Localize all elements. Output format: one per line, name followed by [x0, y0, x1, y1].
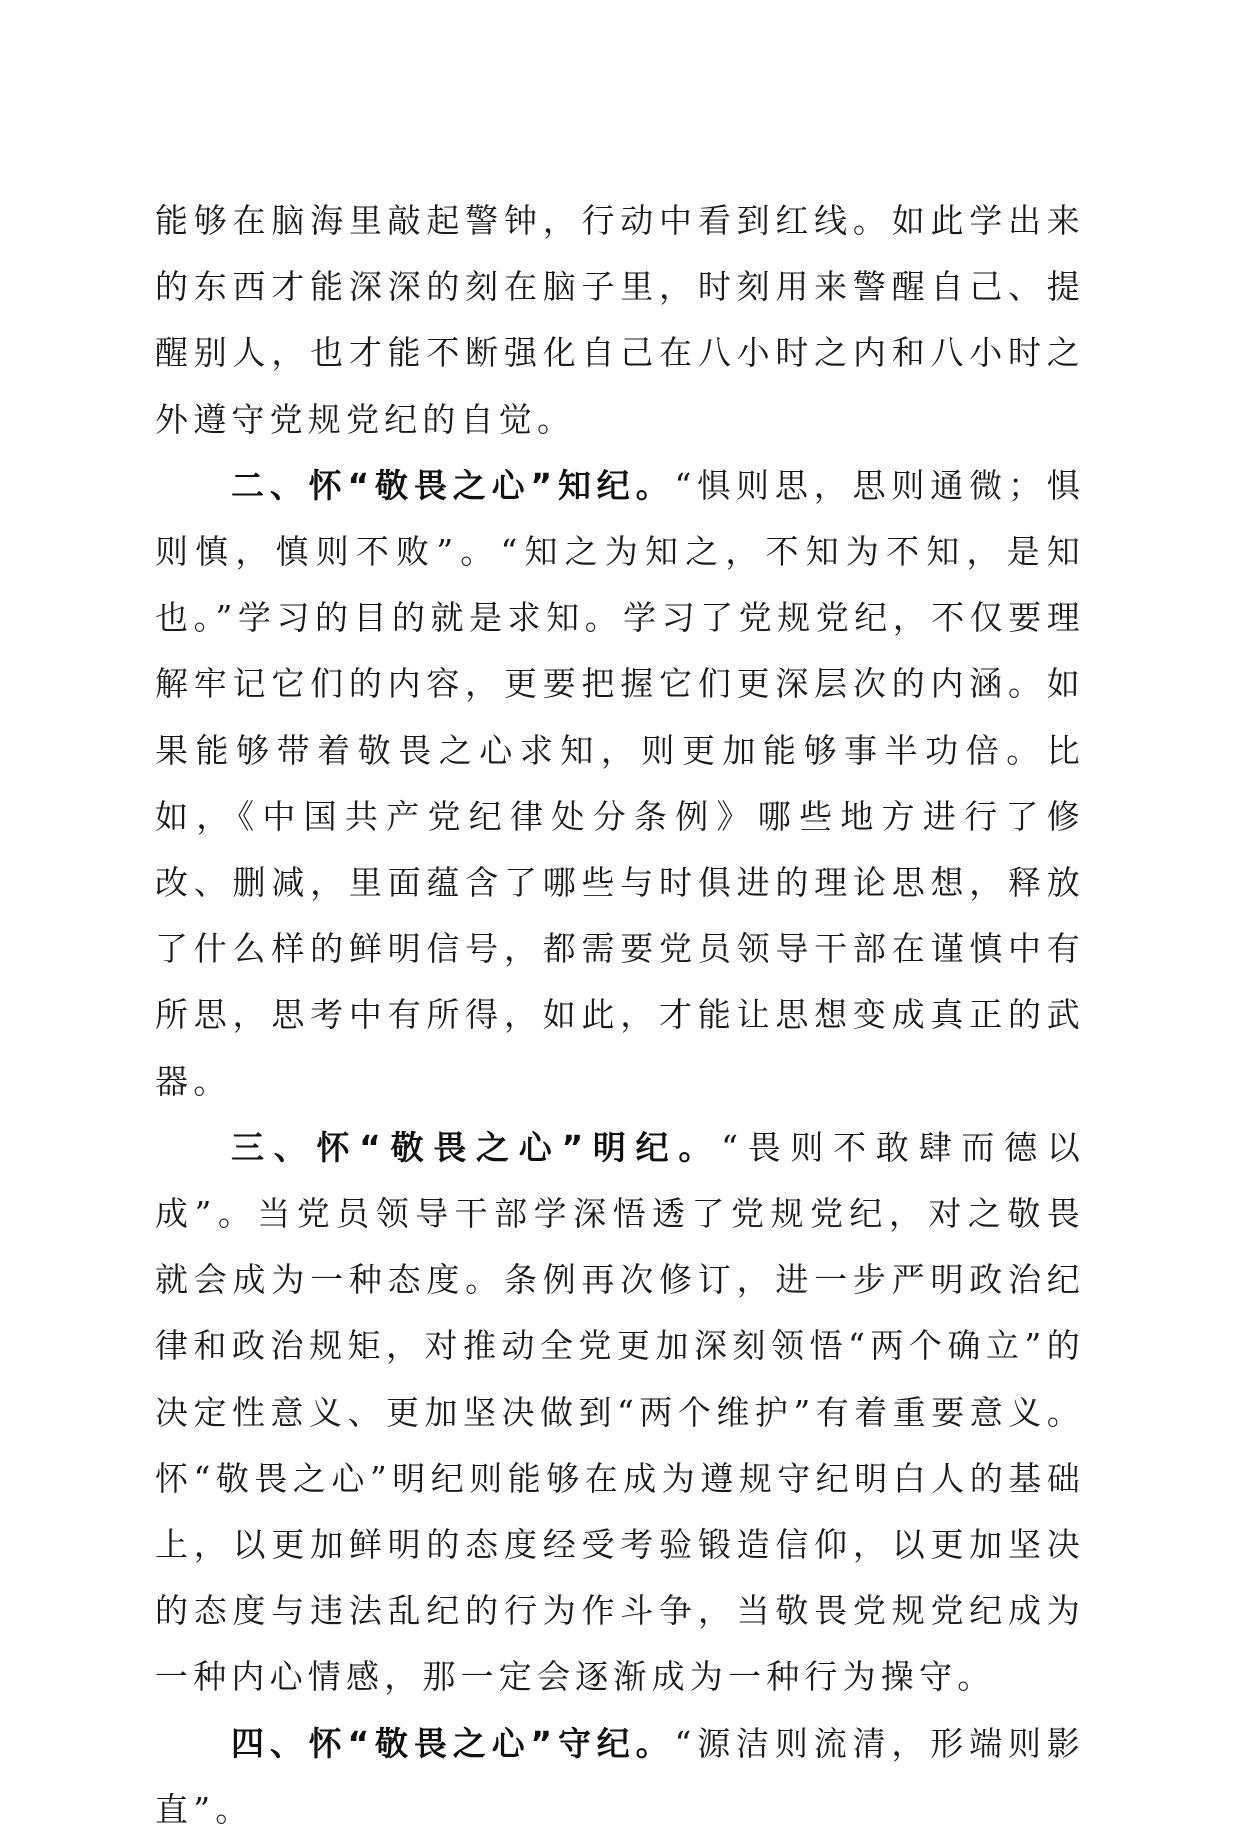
document-body: [155, 188, 1085, 1843]
paragraph-text: 能够在脑海里敲起警钟，行动中看到红线。如此学出来的东西才能深深的刻在脑子里，时刻用来警醒自己、提醒别人，也才能不断强化自己在八小时之内和八小时之外遵守党规党纪的自觉。: [155, 201, 1085, 439]
paragraph-section-4: [155, 1711, 1085, 1843]
section-heading: 二、怀“敬畏之心”知纪。: [231, 465, 675, 505]
section-heading: 四、怀“敬畏之心”守纪。: [231, 1723, 675, 1763]
paragraph-text: “源洁则流清，形端则影直”。: [155, 1723, 1085, 1829]
paragraph-section-2: [155, 453, 1085, 1115]
paragraph-text: “惧则思，思则通微；惧则慎，慎则不败”。“知之为知之，不知为不知，是知也。”学习的目的就是求知。学习了党规党纪，不仅要理解牢记它们的内容，更要把握它们更深层次的内涵。如果能够带着敬畏之心求知，则更加能够事半功倍。比如，《中国共产党纪律处分条例》哪些地方进行了修改、删减，里面蕴含了哪些与时俱进的理论思想，释放了什么样的鲜明信号，都需要党员领导干部在谨慎中有所思，思考中有所得，如此，才能让思想变成真正的武器。: [155, 465, 1085, 1101]
paragraph-section-3: [155, 1115, 1085, 1711]
section-heading: 三、怀“敬畏之心”明纪。: [231, 1127, 722, 1167]
paragraph-text: “畏则不敢肆而德以成”。当党员领导干部学深悟透了党规党纪，对之敬畏就会成为一种态度。条例再次修订，进一步严明政治纪律和政治规矩，对推动全党更加深刻领悟“两个确立”的决定性意义、更加坚决做到“两个维护”有着重要意义。怀“敬畏之心”明纪则能够在成为遵规守纪明白人的基础上，以更加鲜明的态度经受考验锻造信仰，以更加坚决的态度与违法乱纪的行为作斗争，当敬畏党规党纪成为一种内心情感，那一定会逐渐成为一种行为操守。: [155, 1127, 1085, 1697]
paragraph-continuation: [155, 188, 1085, 453]
